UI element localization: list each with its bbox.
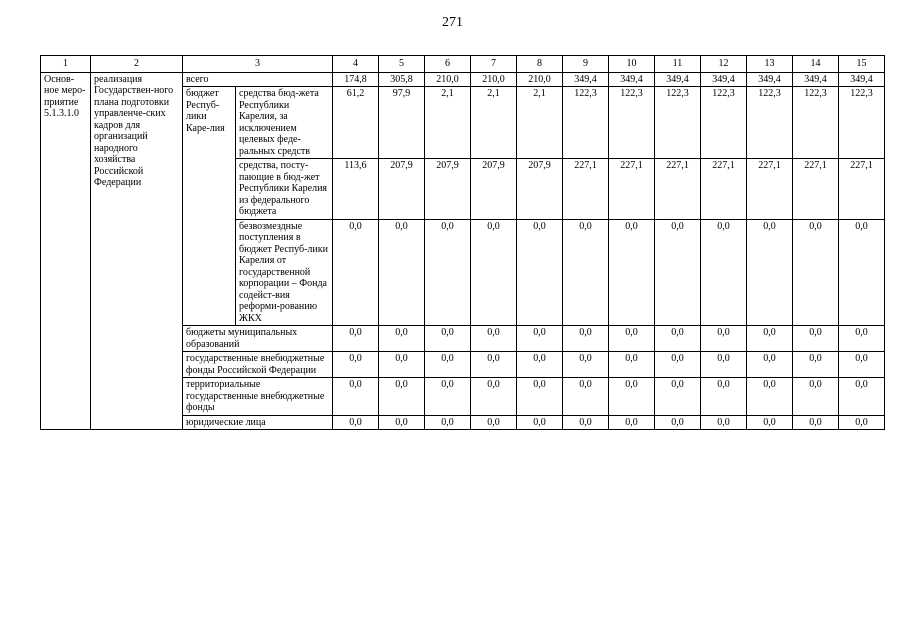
- value-cell: 113,6: [333, 159, 379, 220]
- value-cell: 0,0: [655, 326, 701, 352]
- value-cell: 0,0: [379, 415, 425, 430]
- value-cell: 207,9: [517, 159, 563, 220]
- row-label: средства, посту-пающие в бюд-жет Республики Карелия из федерального бюджета: [236, 159, 333, 220]
- value-cell: 349,4: [701, 72, 747, 87]
- row-label: безвозмездные поступления в бюджет Респуб-лики Карелия от государственной корпорации – Фонда содейст-вия реформи-рованию ЖКХ: [236, 219, 333, 326]
- value-cell: 0,0: [333, 415, 379, 430]
- value-cell: 0,0: [609, 415, 655, 430]
- value-cell: 207,9: [471, 159, 517, 220]
- value-cell: 210,0: [425, 72, 471, 87]
- row-label: государственные внебюджетные фонды Российской Федерации: [183, 352, 333, 378]
- event-cell: Основ-ное меро-приятие 5.1.3.1.0: [41, 72, 91, 430]
- row-label: территориальные государственные внебюджетные фонды: [183, 378, 333, 416]
- value-cell: 0,0: [793, 326, 839, 352]
- value-cell: 0,0: [563, 326, 609, 352]
- value-cell: 122,3: [701, 87, 747, 159]
- value-cell: 0,0: [793, 352, 839, 378]
- value-cell: 227,1: [655, 159, 701, 220]
- header-cell: 15: [839, 56, 885, 73]
- budget-table: [40, 55, 885, 430]
- value-cell: 0,0: [839, 219, 885, 326]
- value-cell: 0,0: [793, 219, 839, 326]
- value-cell: 207,9: [425, 159, 471, 220]
- row-label: средства бюд-жета Республики Карелия, за исключением целевых феде-ральных средств: [236, 87, 333, 159]
- value-cell: 122,3: [747, 87, 793, 159]
- value-cell: 0,0: [379, 352, 425, 378]
- value-cell: 349,4: [655, 72, 701, 87]
- value-cell: 0,0: [563, 219, 609, 326]
- regional-budget-cell: бюджет Респуб-лики Каре-лия: [183, 87, 236, 326]
- header-cell: 13: [747, 56, 793, 73]
- value-cell: 0,0: [563, 352, 609, 378]
- value-cell: 0,0: [425, 326, 471, 352]
- value-cell: 0,0: [333, 326, 379, 352]
- value-cell: 0,0: [701, 219, 747, 326]
- value-cell: 122,3: [839, 87, 885, 159]
- value-cell: 0,0: [655, 219, 701, 326]
- value-cell: 0,0: [471, 326, 517, 352]
- value-cell: 122,3: [655, 87, 701, 159]
- value-cell: 0,0: [425, 219, 471, 326]
- table-row: [41, 72, 885, 87]
- value-cell: 0,0: [609, 352, 655, 378]
- value-cell: 0,0: [425, 378, 471, 416]
- value-cell: 0,0: [655, 352, 701, 378]
- value-cell: 0,0: [655, 378, 701, 416]
- value-cell: 0,0: [747, 326, 793, 352]
- value-cell: 0,0: [517, 219, 563, 326]
- header-cell: 4: [333, 56, 379, 73]
- value-cell: 0,0: [701, 378, 747, 416]
- value-cell: 97,9: [379, 87, 425, 159]
- value-cell: 122,3: [609, 87, 655, 159]
- value-cell: 0,0: [839, 326, 885, 352]
- value-cell: 0,0: [517, 326, 563, 352]
- table-header-row: [41, 56, 885, 73]
- value-cell: 0,0: [425, 352, 471, 378]
- value-cell: 227,1: [747, 159, 793, 220]
- value-cell: 227,1: [839, 159, 885, 220]
- header-cell: 11: [655, 56, 701, 73]
- value-cell: 0,0: [471, 415, 517, 430]
- value-cell: 349,4: [747, 72, 793, 87]
- value-cell: 0,0: [425, 415, 471, 430]
- row-label: бюджеты муниципальных образований: [183, 326, 333, 352]
- value-cell: 349,4: [839, 72, 885, 87]
- value-cell: 0,0: [747, 415, 793, 430]
- value-cell: 227,1: [701, 159, 747, 220]
- header-cell: 14: [793, 56, 839, 73]
- value-cell: 0,0: [563, 415, 609, 430]
- value-cell: 210,0: [471, 72, 517, 87]
- value-cell: 207,9: [379, 159, 425, 220]
- value-cell: 227,1: [793, 159, 839, 220]
- value-cell: 0,0: [701, 415, 747, 430]
- value-cell: 122,3: [563, 87, 609, 159]
- value-cell: 174,8: [333, 72, 379, 87]
- value-cell: 349,4: [609, 72, 655, 87]
- header-cell: 1: [41, 56, 91, 73]
- header-cell: 6: [425, 56, 471, 73]
- value-cell: 0,0: [701, 326, 747, 352]
- header-cell: 2: [91, 56, 183, 73]
- value-cell: 349,4: [563, 72, 609, 87]
- header-cell: 10: [609, 56, 655, 73]
- value-cell: 122,3: [793, 87, 839, 159]
- description-cell: реализация Государствен-ного плана подготовки управленче-ских кадров для организаций народного хозяйства Российской Федерации: [91, 72, 183, 430]
- header-cell: 5: [379, 56, 425, 73]
- value-cell: 0,0: [793, 415, 839, 430]
- header-cell: 9: [563, 56, 609, 73]
- value-cell: 0,0: [563, 378, 609, 416]
- value-cell: 0,0: [839, 352, 885, 378]
- value-cell: 0,0: [379, 378, 425, 416]
- value-cell: 0,0: [747, 219, 793, 326]
- value-cell: 0,0: [609, 326, 655, 352]
- row-label: всего: [183, 72, 333, 87]
- value-cell: 0,0: [517, 415, 563, 430]
- value-cell: 349,4: [793, 72, 839, 87]
- value-cell: 2,1: [517, 87, 563, 159]
- value-cell: 227,1: [609, 159, 655, 220]
- header-cell: 7: [471, 56, 517, 73]
- row-label: юридические лица: [183, 415, 333, 430]
- header-cell: 12: [701, 56, 747, 73]
- value-cell: 0,0: [471, 352, 517, 378]
- value-cell: 0,0: [517, 352, 563, 378]
- value-cell: 0,0: [333, 378, 379, 416]
- value-cell: 61,2: [333, 87, 379, 159]
- value-cell: 0,0: [517, 378, 563, 416]
- value-cell: 305,8: [379, 72, 425, 87]
- value-cell: 0,0: [471, 219, 517, 326]
- header-cell: 8: [517, 56, 563, 73]
- value-cell: 0,0: [333, 352, 379, 378]
- value-cell: 0,0: [471, 378, 517, 416]
- page-number: 271: [442, 15, 463, 30]
- value-cell: 0,0: [609, 219, 655, 326]
- value-cell: 0,0: [609, 378, 655, 416]
- value-cell: 0,0: [379, 219, 425, 326]
- value-cell: 227,1: [563, 159, 609, 220]
- value-cell: 0,0: [839, 415, 885, 430]
- header-cell: 3: [183, 56, 333, 73]
- value-cell: 0,0: [333, 219, 379, 326]
- value-cell: 0,0: [839, 378, 885, 416]
- value-cell: 2,1: [471, 87, 517, 159]
- value-cell: 0,0: [655, 415, 701, 430]
- value-cell: 0,0: [701, 352, 747, 378]
- value-cell: 0,0: [793, 378, 839, 416]
- value-cell: 2,1: [425, 87, 471, 159]
- value-cell: 0,0: [747, 352, 793, 378]
- value-cell: 210,0: [517, 72, 563, 87]
- value-cell: 0,0: [747, 378, 793, 416]
- value-cell: 0,0: [379, 326, 425, 352]
